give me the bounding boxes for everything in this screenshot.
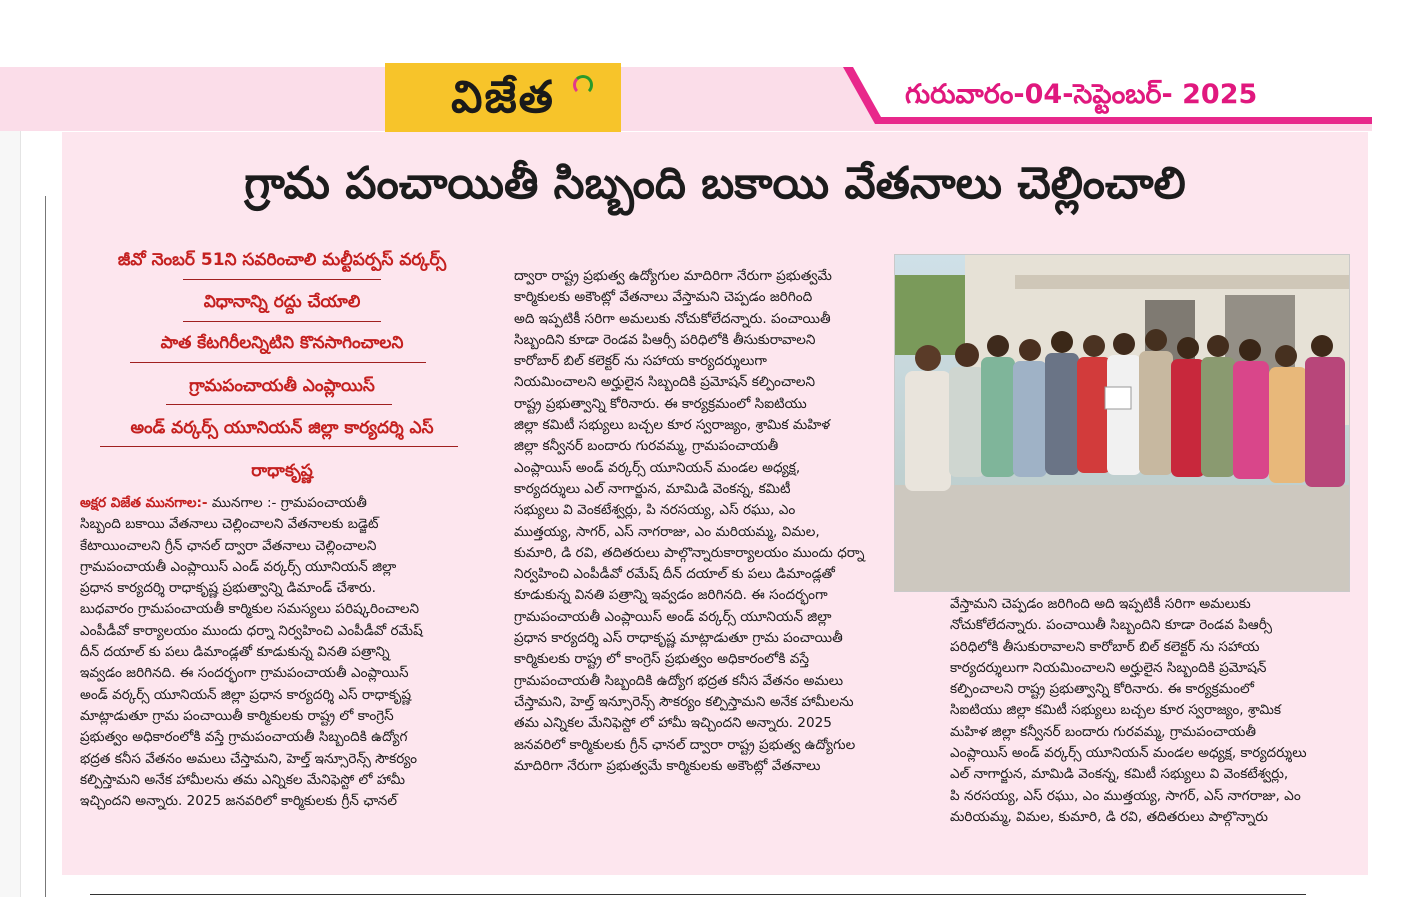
body-line: ఎంపీడీవో కార్యాలయం ముందు ధర్నా నిర్వహించి ఎంపీడీవో రమేష్ — [80, 622, 423, 639]
subhead-rule — [130, 362, 426, 363]
body-line: ఎల్ నాగార్జున, మామిడి వెంకన్న, కమిటీ సభ్యులు వి వెంకటేశ్వర్లు, — [950, 766, 1289, 783]
subhead-line: గ్రామపంచాయతీ ఎంప్లాయిస్ — [189, 376, 375, 396]
body-line: అండ్ వర్కర్స్ యూనియన్ జిల్లా ప్రధాన కార్యదర్శి ఎస్ రాధాకృష్ణ — [80, 686, 412, 703]
body-line: పరిధిలోకి తీసుకురావాలని కారోబార్ బిల్ కలెక్టర్ ను సహాయ — [950, 638, 1260, 655]
body-line: గ్రామపంచాయతీ ఎంప్లాయిస్ ఎండ్ వర్కర్స్ యూనియన్ జిల్లా — [80, 558, 397, 575]
body-line: జిల్లా కమిటీ సభ్యులు బచ్చల కూర స్వరాజ్యం, శ్రామిక మహిళ — [514, 417, 831, 434]
subhead-line: జీవో నెంబర్ 51ని సవరించాలి మల్టీపర్పస్ వర్కర్స్ — [117, 250, 447, 270]
body-line: మరియమ్మ, విమల, కుమారి, డి రవి, తదితరులు పాల్గొన్నారు — [950, 808, 1268, 825]
body-line: ప్రధాన కార్యదర్శి ఎస్ రాధాకృష్ణ మాట్లాడుతూ గ్రామ పంచాయితీ — [514, 630, 843, 647]
body-line: గ్రామపంచాయతీ ఎంప్లాయిస్ అండ్ వర్కర్స్ యూనియన్ జిల్లా — [514, 608, 832, 625]
body-line: కేటాయించాలని గ్రీన్ ఛానల్ ద్వారా వేతనాలు చెల్లించాలని — [80, 537, 377, 554]
body-line: కల్పిస్తామని అనేక హామీలను తమ ఎన్నికల మేనిఫెస్టో లో హామీ — [80, 771, 405, 788]
body-line: కుమారి, డి రవి, తదితరులు పాల్గొన్నారుకార్యాలయం ముందు ధర్నా — [514, 544, 865, 561]
subhead-line: రాధాకృష్ణ — [251, 461, 313, 481]
subhead-line: అండ్ వర్కర్స్ యూనియన్ జిల్లా కార్యదర్శి ఎస్ — [130, 418, 434, 438]
body-line: కల్పించాలని రాష్ట్ర ప్రభుత్వాన్ని కోరినారు. ఈ కార్యక్రమంలో — [950, 681, 1254, 698]
body-line: రాష్ట్ర ప్రభుత్వాన్ని కోరినారు. ఈ కార్యక్రమంలో సిఐటియు — [514, 395, 807, 412]
body-line: దీన్ దయాల్ కు పలు డిమాండ్లతో కూడుకున్న వినతి పత్రాన్ని — [80, 644, 390, 661]
page-bottom-rule — [90, 894, 1306, 895]
article-headline: గ్రామ పంచాయితీ సిబ్బంది బకాయి వేతనాలు చెల్లించాలి — [244, 158, 1186, 209]
body-line: అది ఇప్పటికీ సరిగా అమలుకు నోచుకోలేదన్నారు. పంచాయితీ — [514, 310, 831, 327]
subhead-rule — [183, 279, 381, 280]
body-line: ప్రధాన కార్యదర్శి రాధాకృష్ణ ప్రభుత్వాన్ని డిమాండ్ చేశారు. — [80, 580, 376, 597]
body-line: ఇవ్వడం జరిగినది. ఈ సందర్భంగా గ్రామపంచాయతీ ఎంప్లాయిస్ — [80, 665, 409, 682]
subhead-rule — [166, 404, 392, 405]
body-line: నోచుకోలేదన్నారు. పంచాయితీ సిబ్బందిని కూడా రెండవ పిఆర్సీ — [950, 617, 1273, 634]
body-line: వేస్తామని చెప్పడం జరిగింది అది ఇప్పటికీ సరిగా అమలుకు — [950, 596, 1251, 612]
body-line: ప్రభుత్వం అధికారంలోకి వస్తే గ్రామపంచాయతీ సిబ్బందికి ఉద్యోగ — [80, 729, 408, 746]
body-line: జనవరిలో కార్మికులకు గ్రీన్ ఛానల్ ద్వారా రాష్ట్ర ప్రభుత్వ ఉద్యోగుల — [514, 736, 856, 753]
body-line: కార్యదర్శులుగా నియమించాలని అర్హులైన సిబ్బందికి ప్రమోషన్ — [950, 659, 1267, 676]
body-line: జిల్లా కన్వీనర్ బందారు గురవమ్మ, గ్రామపంచాయతీ — [514, 438, 779, 455]
body-line: సిబ్బంది బకాయి వేతనాలు చెల్లించాలని వేతనాలకు బడ్జెట్ — [80, 516, 379, 533]
body-text: మునగాల :- గ్రామపంచాయతీ — [207, 495, 367, 511]
body-line: ఇచ్చిందని అన్నారు. 2025 జనవరిలో కార్మికులకు గ్రీన్ ఛానల్ — [80, 793, 397, 810]
body-line: భద్రత కనీస వేతనం అమలు చేస్తామని, హెల్త్ ఇన్సూరెన్స్ సౌకర్యం — [80, 750, 418, 767]
body-line: నియమించాలని అర్హులైన సిబ్బందికి ప్రమోషన్ కల్పించాలని — [514, 374, 816, 391]
body-line: సభ్యులు వి వెంకటేశ్వర్లు, పి నరసయ్య, ఎస్ రఘు, ఎం — [514, 502, 796, 519]
body-line: నిర్వహించి ఎంపీడీవో రమేష్ దీన్ దయాల్ కు పలు డిమాండ్లతో — [514, 566, 835, 583]
body-line: కూడుకున్న వినతి పత్రాన్ని ఇవ్వడం జరిగినది. ఈ సందర్భంగా — [514, 587, 828, 604]
subhead-line: పాత కేటగిరీలన్నిటిని కొనసాగించాలని — [160, 333, 404, 353]
byline: అక్షర విజేత మునగాల:- — [80, 495, 208, 511]
body-line: కార్మికులకు అకౌంట్లో వేతనాలు వేస్తామని చెప్పడం జరిగింది — [514, 289, 813, 306]
issue-date: గురువారం-04-సెప్టెంబర్- 2025 — [905, 79, 1258, 110]
body-line: పి నరసయ్య, ఎస్ రఘు, ఎం ముత్తయ్య, సాగర్, ఎస్ నాగరాజు, ఎం — [950, 787, 1301, 804]
article-column-2 — [514, 266, 914, 777]
body-line: బుధవారం గ్రామపంచాయతీ కార్మికుల సమస్యలు పరిష్కరించాలని — [80, 601, 420, 618]
body-line: సిఐటియు జిల్లా కమిటీ సభ్యులు బచ్చల కూర స్వరాజ్యం, శ్రామిక — [950, 702, 1281, 719]
left-page-edge — [0, 131, 21, 897]
body-line: ఎంప్లాయిస్ అండ్ వర్కర్స్ యూనియన్ మండల అధ్యక్ష, కార్యదర్శులు — [950, 745, 1307, 762]
column-divider — [45, 196, 46, 897]
body-line: కార్యదర్శులు ఎల్ నాగార్జున, మామిడి వెంకన్న, కమిటీ — [514, 480, 791, 497]
article-column-3 — [950, 594, 1350, 828]
body-line: సిబ్బందిని కూడా రెండవ పిఆర్సీ పరిధిలోకి తీసుకురావాలని — [514, 331, 816, 348]
body-line: గ్రామపంచాయతీ సిబ్బందికి ఉద్యోగ భద్రత కనీస వేతనం అమలు — [514, 672, 844, 689]
body-line: ద్వారా రాష్ట్ర ప్రభుత్వ ఉద్యోగుల మాదిరిగా నేరుగా ప్రభుత్వమే — [514, 268, 832, 284]
newspaper-logo — [385, 63, 621, 132]
body-line: కారోబార్ బిల్ కలెక్టర్ ను సహాయ కార్యదర్శులుగా — [514, 353, 767, 370]
body-line: మాదిరిగా నేరుగా ప్రభుత్వమే కార్మికులకు అకౌంట్లో వేతనాలు — [514, 757, 821, 774]
protest-group-photo — [895, 255, 1349, 591]
logo-swirl-icon — [573, 75, 593, 95]
article-column-1 — [80, 493, 478, 812]
body-line: తమ ఎన్నికల మేనిఫెస్టో లో హామీ ఇచ్చిందని అన్నారు. 2025 — [514, 715, 832, 732]
body-line: కార్మికులకు రాష్ట్ర లో కాంగ్రెస్ ప్రభుత్వం అధికారంలోకి వస్తే — [514, 651, 809, 668]
body-line — [80, 493, 478, 514]
body-line: మహిళ జిల్లా కన్వీనర్ బందారు గురవమ్మ, గ్రామపంచాయతీ — [950, 723, 1256, 740]
body-line: ముత్తయ్య, సాగర్, ఎస్ నాగరాజు, ఎం మరియమ్మ, విమల, — [514, 523, 820, 540]
article-photo — [894, 254, 1350, 592]
body-line: ఎంప్లాయిస్ అండ్ వర్కర్స్ యూనియన్ మండల అధ్యక్ష, — [514, 459, 801, 476]
subhead-rule — [183, 321, 381, 322]
subhead-line: విధానాన్ని రద్దు చేయాలి — [203, 292, 361, 312]
body-line: చేస్తామని, హెల్త్ ఇన్సూరెన్స్ సౌకర్యం కల్పిస్తామని అనేక హామీలను — [514, 693, 854, 710]
body-line: మాట్లాడుతూ గ్రామ పంచాయితీ కార్మికులకు రాష్ట్ర లో కాంగ్రెస్ — [80, 707, 394, 724]
logo-name: విజేత — [451, 71, 555, 123]
subhead-rule — [100, 446, 458, 447]
